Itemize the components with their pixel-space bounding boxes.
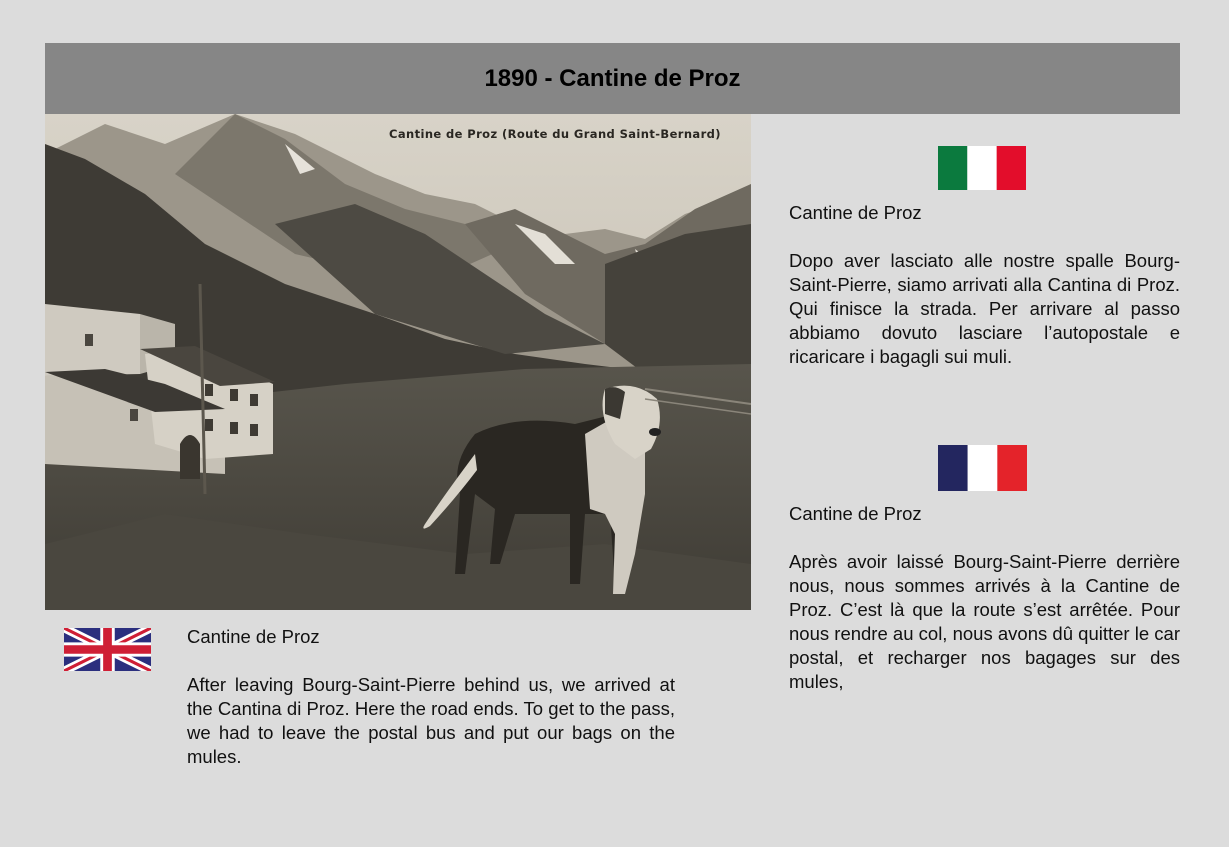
english-section [187,625,675,769]
page-title: 1890 - Cantine de Proz [484,64,741,92]
italy-flag-icon [938,146,1026,190]
english-body: After leaving Bourg-Saint-Pierre behind us, we arrived at the Cantina di Proz. Here the road ends. To get to the pass, we had to leave the postal bus and put our bags on the mules. [187,674,675,767]
france-flag-icon [938,445,1027,491]
italian-body: Dopo aver lasciato alle nostre spalle Bourg-Saint-Pierre, siamo arrivati alla Cantina di Proz. Qui finisce la strada. Per arrivare al passo abbiamo dovuto lasciare l’autopostale e ricaricare i bagagli sui muli. [789,250,1180,367]
vintage-postcard-photo [45,114,751,610]
french-heading: Cantine de Proz [789,503,922,524]
french-body: Après avoir laissé Bourg-Saint-Pierre derrière nous, nous sommes arrivés à la Cantine de Proz. C’est là que la route s’est arrêtée. Pour nous rendre au col, nous avons dû quitter le car postal, et recharger nos bagages sur des mules, [789,551,1180,692]
postcard-illustration [45,114,751,610]
italian-heading: Cantine de Proz [789,202,922,223]
title-bar [45,43,1180,114]
french-section [789,502,1180,694]
uk-flag-icon [64,628,151,671]
english-heading: Cantine de Proz [187,626,320,647]
italian-section [789,201,1180,369]
photo-caption: Cantine de Proz (Route du Grand Saint-Bernard) [389,127,721,141]
